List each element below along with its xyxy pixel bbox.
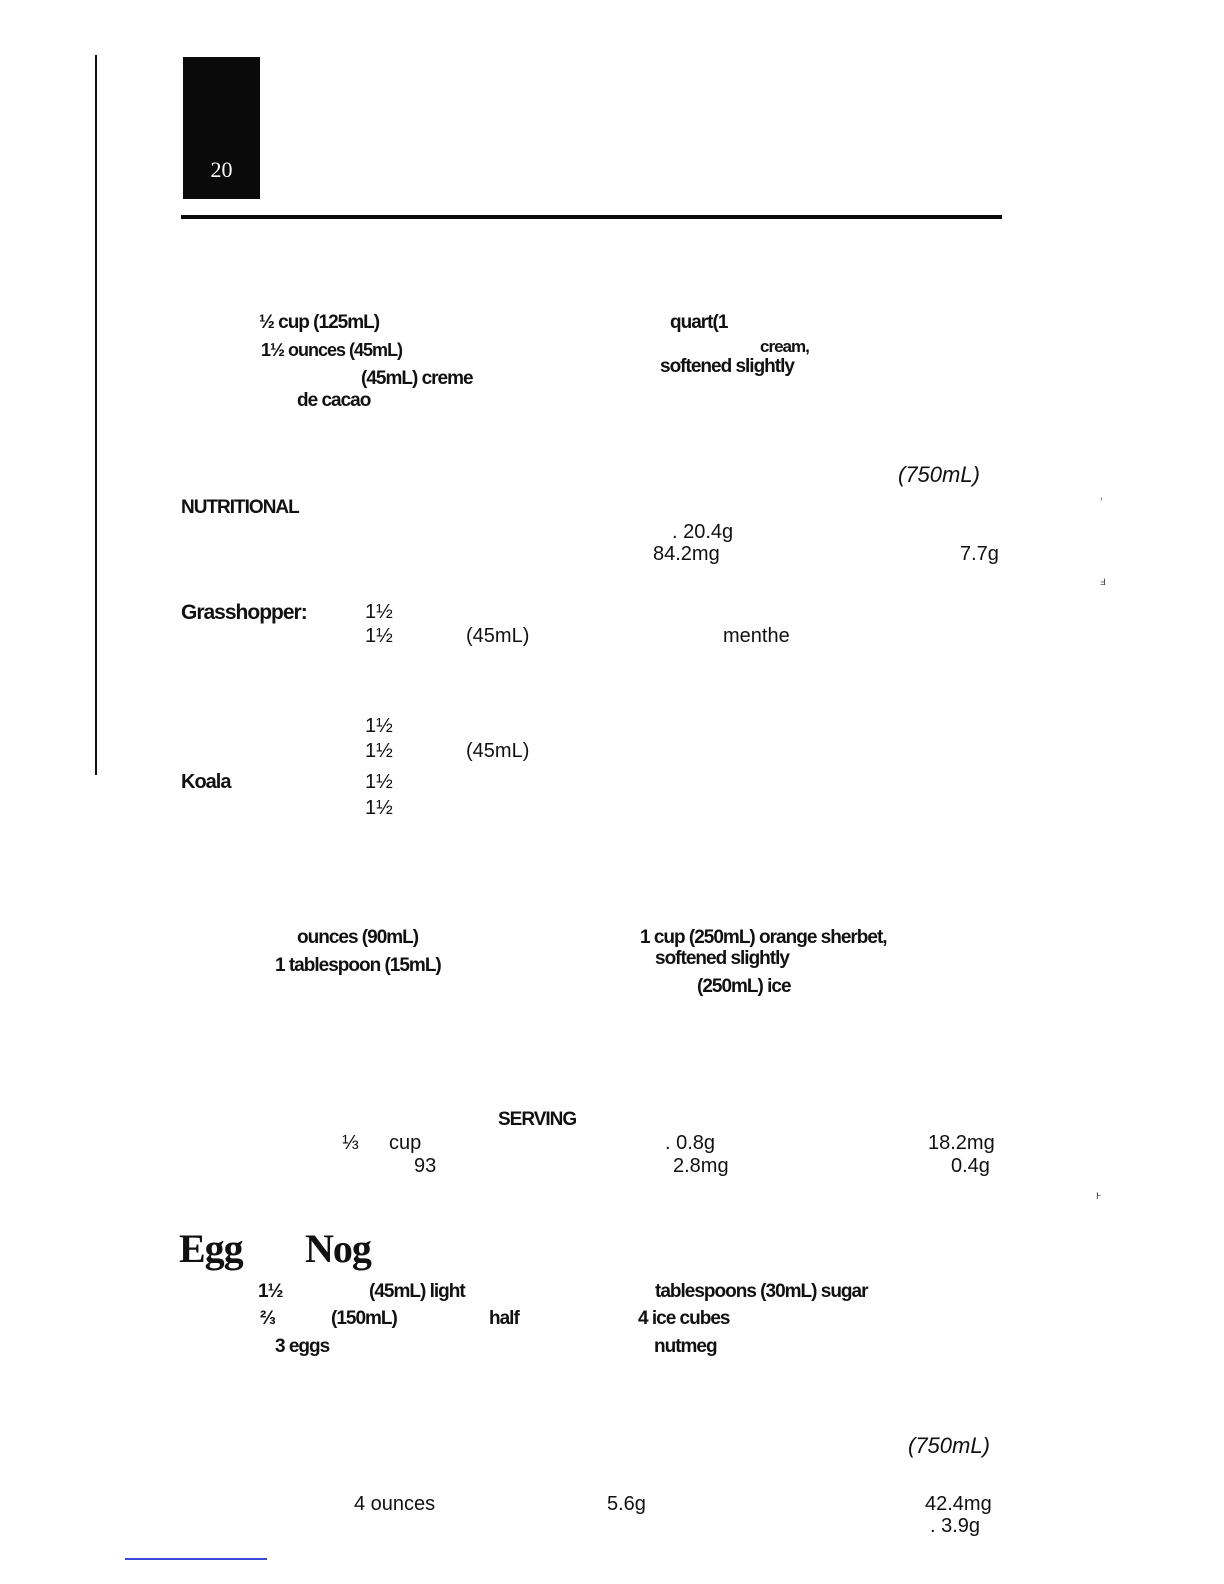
page-number-tab	[183, 57, 260, 199]
eggnog-ingredient-1: (45mL) light	[369, 1281, 465, 1302]
eggnog-nutrition-3: . 3.9g	[930, 1515, 981, 1537]
recipe1-ingredient-3: (45mL) creme	[361, 368, 473, 389]
left-margin-rule	[95, 55, 97, 775]
scan-mark-2: ⅎ	[1100, 574, 1106, 588]
recipe1-ingredient-right-1: quart(1	[670, 312, 728, 333]
header-rule	[181, 215, 1002, 219]
eggnog-ingredient-2: half	[489, 1308, 519, 1329]
recipe1-ingredient-1: ½ cup (125mL)	[259, 312, 380, 333]
recipe2-nutrition-3: 18.2mg	[928, 1132, 995, 1154]
recipe2-ingredient-right-1: 1 cup (250mL) orange sherbet,	[640, 927, 887, 948]
eggnog-nutrition-1: 5.6g	[607, 1493, 646, 1515]
scan-mark-3: ⱶ	[1096, 1188, 1102, 1202]
scan-mark-1: ‚	[1100, 488, 1103, 502]
variation-ml: (45mL)	[466, 740, 530, 762]
eggnog-ingredient-right-3: nutmeg	[654, 1336, 717, 1357]
grasshopper-qty-1: 1½	[365, 601, 393, 623]
grasshopper-ml: (45mL)	[466, 625, 530, 647]
page-number: 20	[210, 157, 233, 182]
recipe2-serving-unit: cup	[389, 1132, 422, 1154]
grasshopper-menthe: menthe	[723, 625, 790, 647]
eggnog-ml-2: (150mL)	[331, 1308, 397, 1329]
footer-underline	[125, 1558, 267, 1560]
recipe2-ingredient-2: 1 tablespoon (15mL)	[275, 955, 441, 976]
recipe2-ingredient-right-3: (250mL) ice	[697, 976, 791, 997]
recipe2-serving-heading: SERVING	[498, 1109, 577, 1130]
eggnog-qty-1: 1½	[258, 1281, 283, 1302]
eggnog-ingredient-3: 3 eggs	[275, 1336, 330, 1357]
recipe2-nutrition-2: 2.8mg	[673, 1155, 729, 1177]
grasshopper-qty-2: 1½	[365, 625, 393, 647]
recipe1-ingredient-2: 1½ ounces (45mL)	[261, 340, 403, 360]
eggnog-qty-2: ⅔	[260, 1308, 275, 1329]
recipe2-nutrition-1: . 0.8g	[665, 1132, 716, 1154]
recipe1-nutrition-value-2: 84.2mg	[653, 543, 720, 565]
recipe2-calories: 93	[414, 1155, 437, 1177]
eggnog-title-word-1: Egg	[179, 1226, 243, 1271]
eggnog-ingredient-right-1: tablespoons (30mL) sugar	[655, 1281, 868, 1302]
koala-qty-2: 1½	[365, 797, 393, 819]
recipe1-ingredient-4: de cacao	[297, 390, 371, 411]
variation-qty-2: 1½	[365, 740, 393, 762]
eggnog-title-word-2: Nog	[305, 1226, 371, 1271]
recipe1-nutrition-value-1: . 20.4g	[672, 521, 734, 543]
variation-qty-1: 1½	[365, 715, 393, 737]
recipe2-ingredient-1: ounces (90mL)	[297, 927, 419, 948]
recipe1-nutrition-value-3: 7.7g	[960, 543, 999, 565]
koala-label: Koala	[181, 771, 231, 793]
recipe2-ingredient-right-2: softened slightly	[655, 948, 789, 969]
recipe2-nutrition-4: 0.4g	[951, 1155, 990, 1177]
recipe2-serving-fraction: ⅓	[342, 1132, 359, 1154]
recipe1-nutrition-heading: NUTRITIONAL	[181, 497, 299, 518]
recipe1-yield: (750mL)	[898, 462, 980, 487]
eggnog-nutrition-2: 42.4mg	[925, 1493, 992, 1515]
recipe1-ingredient-right-2: cream,	[760, 337, 809, 356]
grasshopper-label: Grasshopper:	[181, 601, 307, 624]
recipe1-ingredient-right-3: softened slightly	[660, 356, 794, 377]
eggnog-yield: (750mL)	[908, 1433, 990, 1458]
koala-qty-1: 1½	[365, 771, 393, 793]
eggnog-serving: 4 ounces	[354, 1493, 436, 1515]
eggnog-ingredient-right-2: 4 ice cubes	[638, 1308, 730, 1329]
